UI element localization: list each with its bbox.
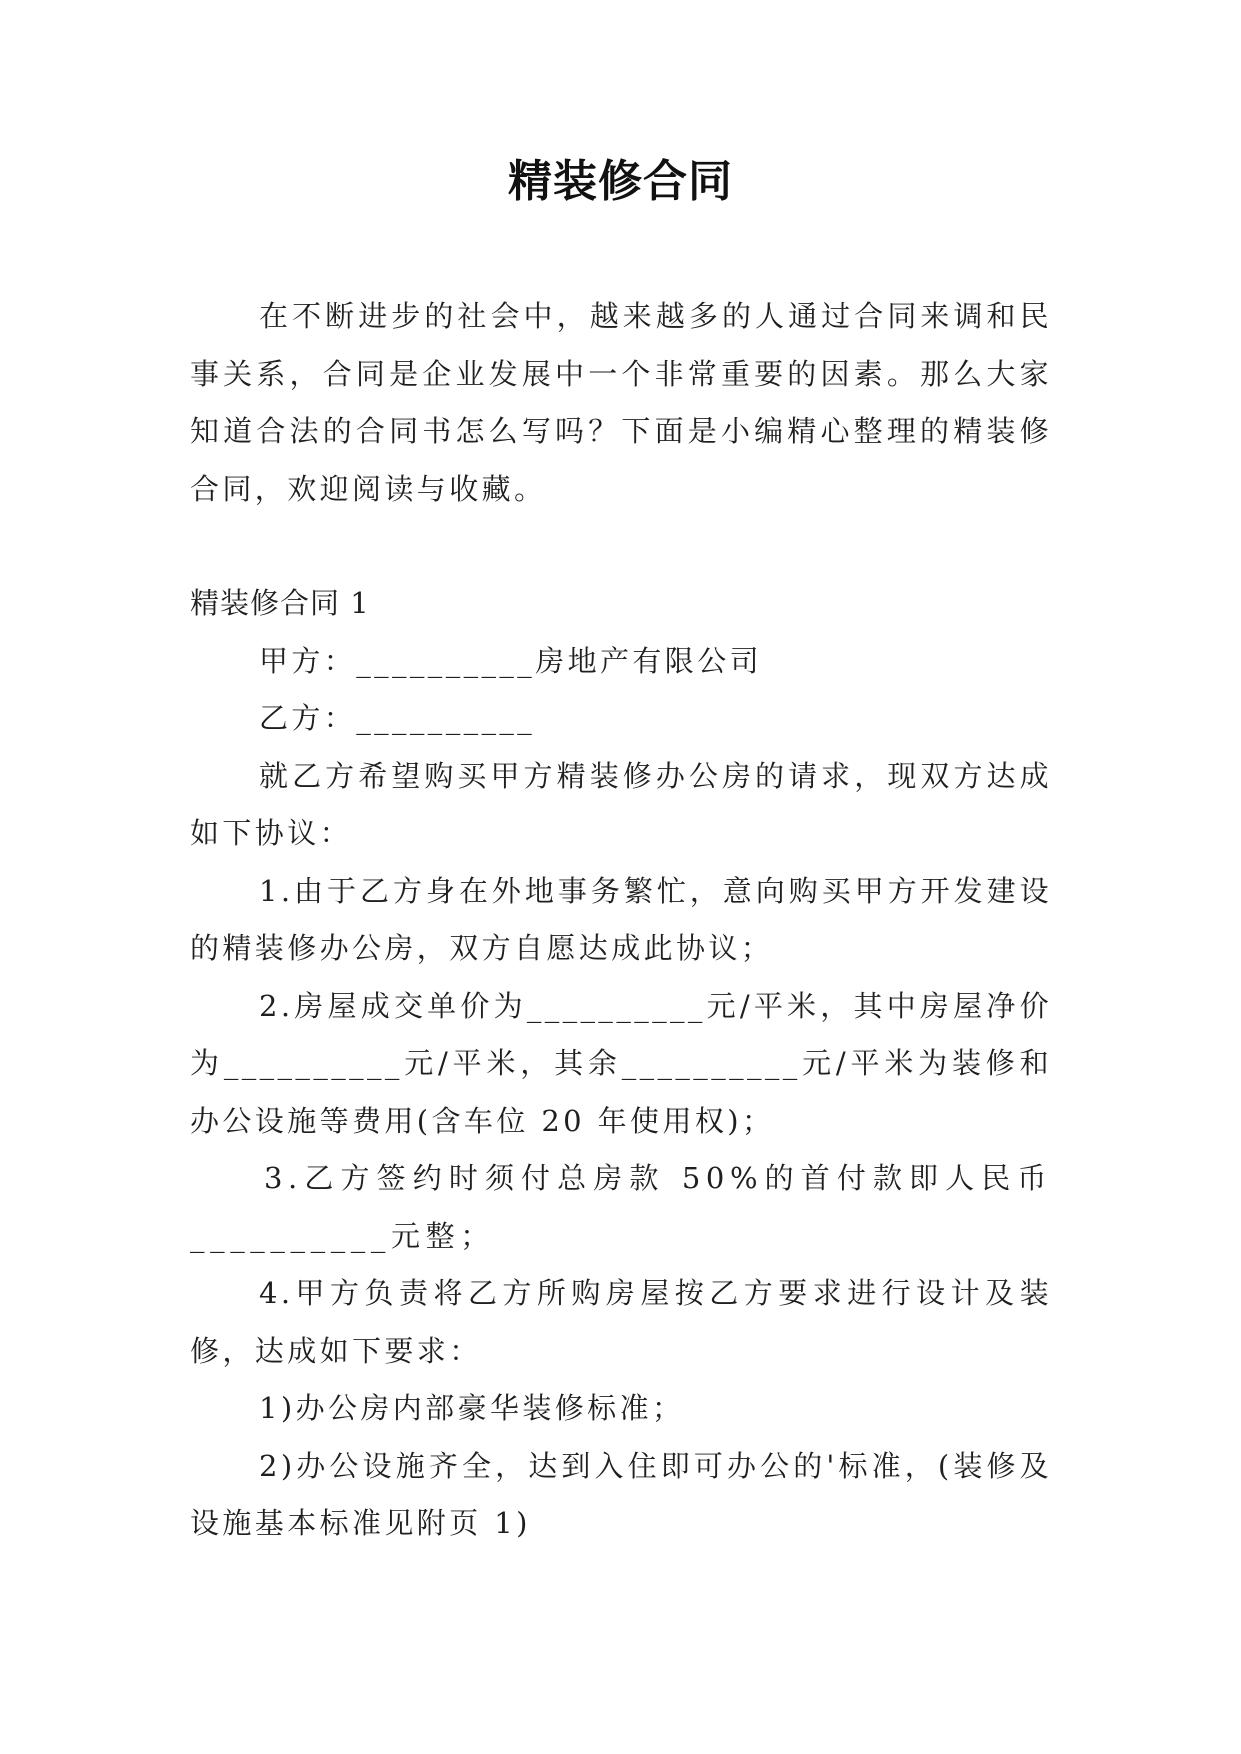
sub-item-1: 1)办公房内部豪华装修标准； <box>259 1391 685 1425</box>
document-title: 精装修合同 <box>508 156 733 207</box>
document-body <box>190 288 1052 1553</box>
party-b-line: 乙方：__________ <box>259 701 536 735</box>
clause-3: 3.乙方签约时须付总房款 50%的首付款即人民币__________元整； <box>190 1161 1052 1253</box>
clause-4: 4.甲方负责将乙方所购房屋按乙方要求进行设计及装修，达成如下要求： <box>190 1276 1052 1368</box>
party-a-line: 甲方：__________房地产有限公司 <box>259 643 763 678</box>
preamble-paragraph: 就乙方希望购买甲方精装修办公房的请求，现双方达成如下协议： <box>190 758 1052 850</box>
sub-item-2: 2)办公设施齐全，达到入住即可办公的'标准，(装修及设施基本标准见附页 1) <box>190 1448 1052 1540</box>
section-title: 精装修合同 1 <box>190 586 370 620</box>
clause-2: 2.房屋成交单价为__________元/平米，其中房屋净价为__________元/平米，其余__________元/平米为装修和办公设施等费用(含车位 20 年使用权)； <box>190 988 1052 1138</box>
intro-paragraph: 在不断进步的社会中，越来越多的人通过合同来调和民事关系，合同是企业发展中一个非常重要的因素。那么大家知道合法的合同书怎么写吗？下面是小编精心整理的精装修合同，欢迎阅读与收藏。 <box>190 299 1052 506</box>
clause-1: 1.由于乙方身在外地事务繁忙，意向购买甲方开发建设的精装修办公房，双方自愿达成此协议； <box>190 873 1052 965</box>
